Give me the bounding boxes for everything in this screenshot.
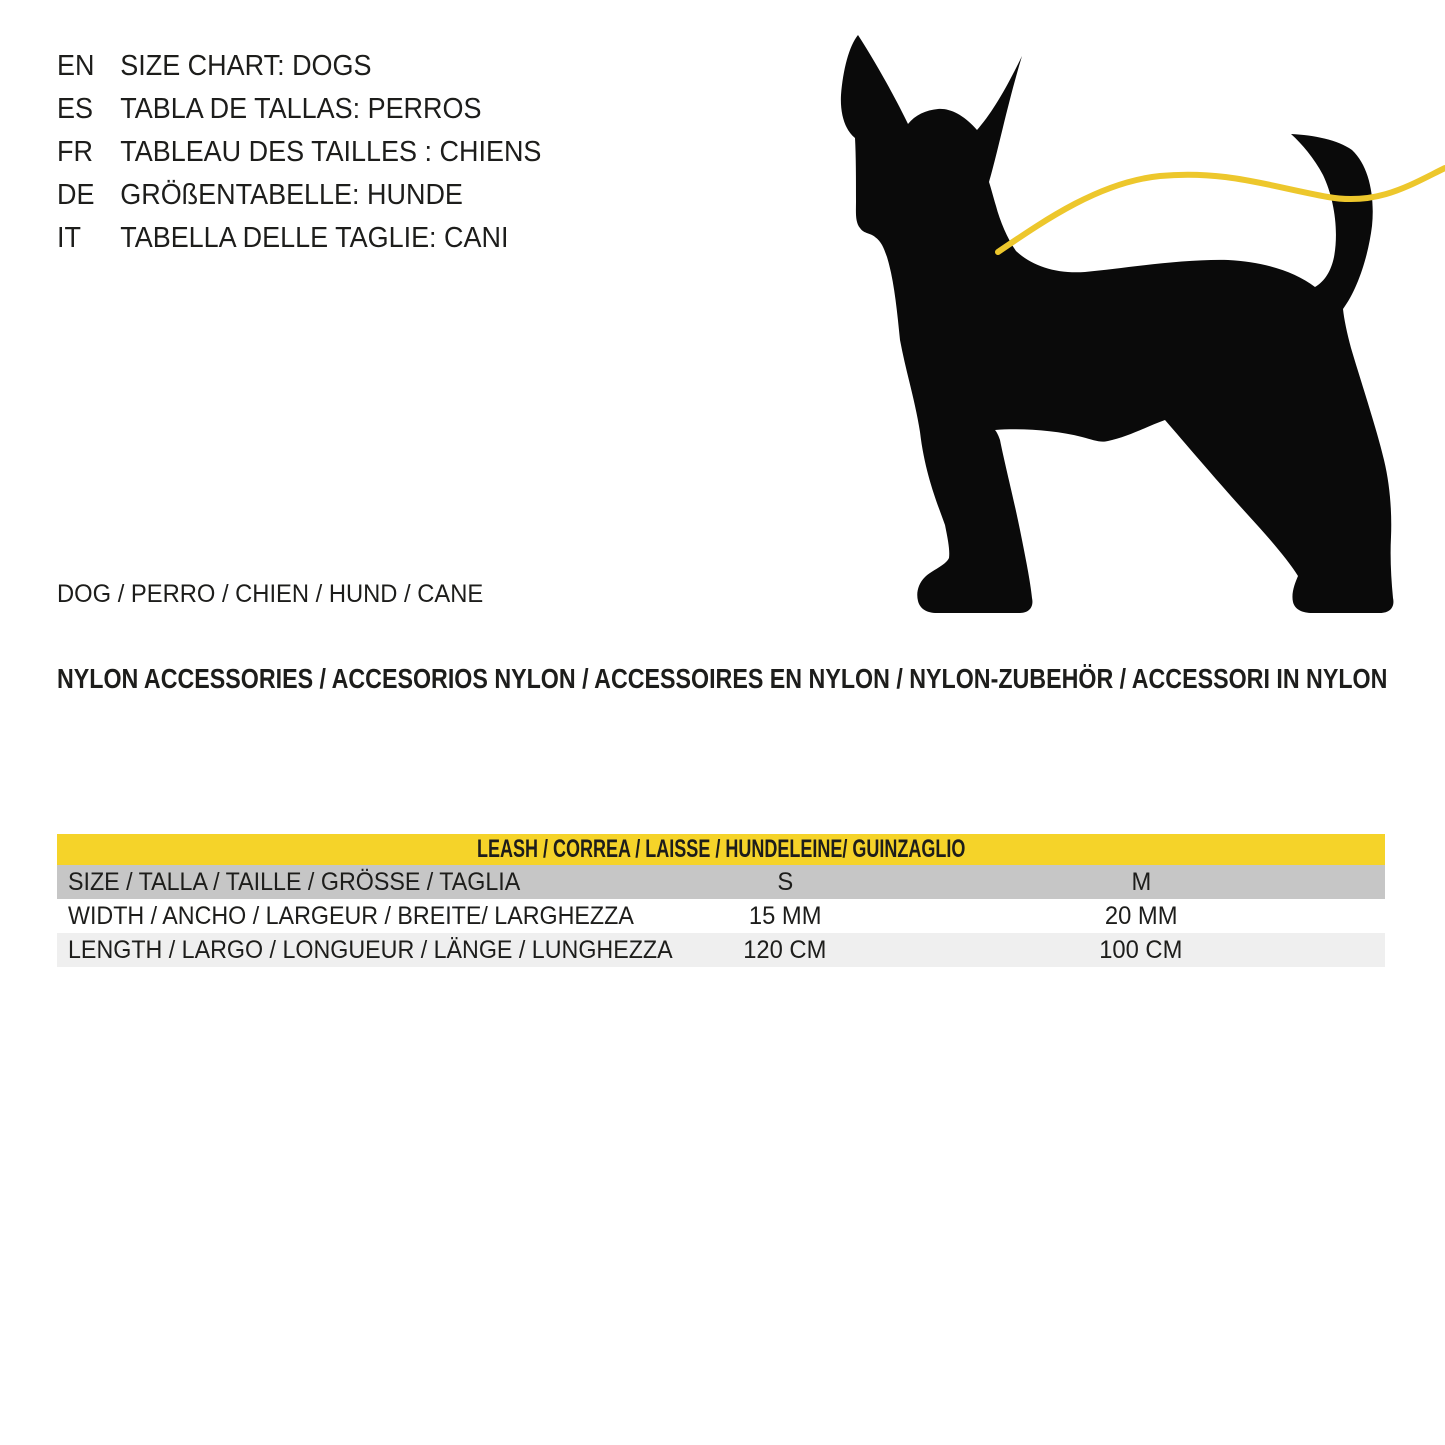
language-code: ES [57, 93, 93, 125]
table-row-length [57, 933, 1385, 967]
row-label-text: LENGTH / LARGO / LONGUEUR / LÄNGE / LUNGHEZZA [68, 935, 673, 964]
category-heading [57, 665, 1445, 693]
language-code: FR [57, 136, 93, 168]
table-row-width [57, 899, 1385, 933]
table-row-size [57, 865, 1385, 899]
language-row-fr [57, 131, 541, 174]
language-row-es [57, 88, 541, 131]
language-row-en [57, 45, 541, 88]
row-label [57, 901, 634, 931]
leash-line [998, 168, 1445, 252]
table-header-title: LEASH / CORREA / LAISSE / HUNDELEINE/ GUINZAGLIO [476, 835, 966, 863]
width-m-text: 20 MM [1104, 901, 1178, 930]
language-code: IT [57, 222, 81, 254]
language-row-it [57, 217, 541, 260]
language-code: EN [57, 50, 95, 82]
width-s-text: 15 MM [748, 901, 822, 930]
size-m-value [963, 868, 1319, 897]
language-label: TABLA DE TALLAS: PERROS [120, 93, 482, 125]
size-table [57, 834, 1385, 967]
category-heading-text: NYLON ACCESSORIES / ACCESORIOS NYLON / ACCESSOIRES EN NYLON / NYLON-ZUBEHÖR / ACCESSORI IN NYLON [57, 663, 1388, 694]
row-label [57, 935, 673, 965]
language-code: DE [57, 179, 95, 211]
table-header-row [57, 834, 1385, 865]
length-m-text: 100 CM [1099, 935, 1183, 964]
row-label-text: WIDTH / ANCHO / LARGEUR / BREITE/ LARGHEZZA [68, 901, 634, 930]
language-label: TABELLA DELLE TAGLIE: CANI [120, 222, 509, 254]
language-label: TABLEAU DES TAILLES : CHIENS [120, 136, 542, 168]
size-s-text: S [777, 867, 793, 896]
length-s-text: 120 CM [743, 935, 827, 964]
size-s-value [607, 868, 963, 897]
chihuahua-silhouette-icon [841, 35, 1394, 613]
row-label-text: SIZE / TALLA / TAILLE / GRÖSSE / TAGLIA [68, 867, 521, 896]
width-m-value [963, 902, 1319, 931]
language-label: SIZE CHART: DOGS [120, 50, 372, 82]
language-list [57, 45, 541, 260]
row-label [57, 868, 607, 897]
animal-caption [57, 582, 506, 607]
length-m-value [963, 936, 1319, 965]
animal-caption-text: DOG / PERRO / CHIEN / HUND / CANE [57, 580, 484, 608]
width-s-value [607, 902, 963, 931]
language-label: GRÖßENTABELLE: HUNDE [120, 179, 463, 211]
language-row-de [57, 174, 541, 217]
size-m-text: M [1131, 867, 1151, 896]
